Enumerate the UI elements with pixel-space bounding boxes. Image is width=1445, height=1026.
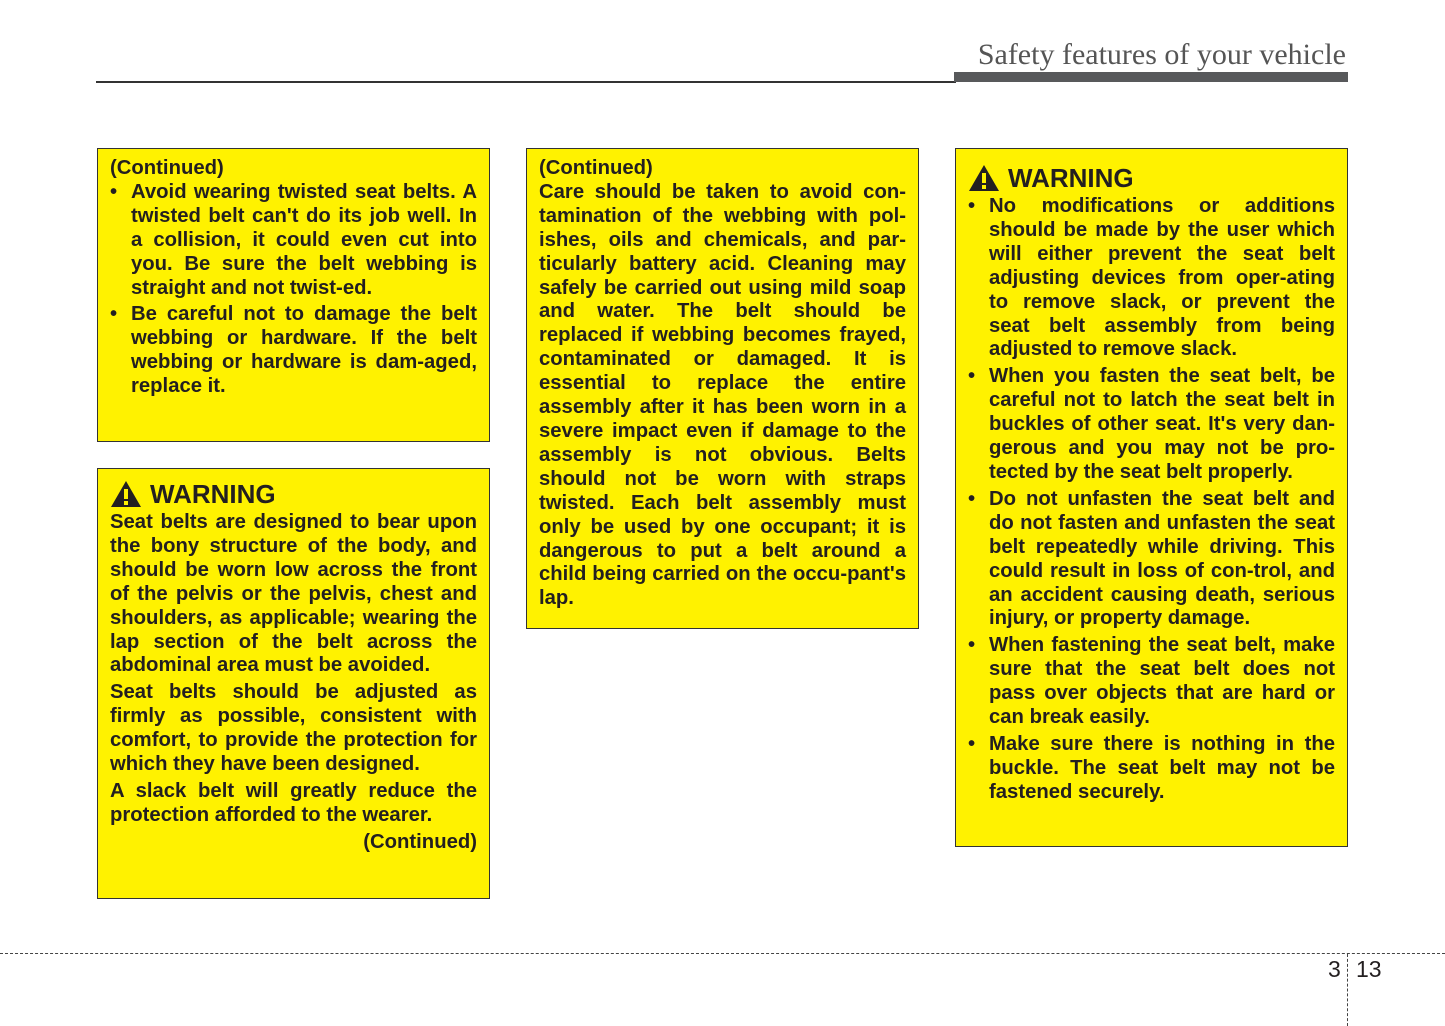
warning-heading	[968, 163, 1335, 193]
bullet-item: • Avoid wearing twisted seat belts. A twisted belt can't do its job well. In a collision, it could even cut into you. Be sure the belt webbing is straight and not twist-ed.	[110, 181, 477, 301]
caution-paragraph: Care should be taken to avoid con-tamination of the webbing with pol-ishes, oils and chemicals, and par-ticularly battery acid. Cleaning may safely be carried out using mild soap and water. The belt should be replaced if webbing becomes frayed, contaminated or damaged. It is essential to replace the entire assembly after it has been worn in a severe impact even if damage to the assembly is not obvious. Belts should not be worn with straps twisted. Each belt assembly must only be used by one occupant; it is dangerous to put a belt around a child being carried on the occu-pant's lap.	[539, 180, 906, 610]
continued-label: (Continued)	[539, 157, 653, 179]
footer-divider	[1347, 954, 1348, 1026]
header-bar	[954, 72, 1348, 82]
warning-triangle-icon	[110, 480, 142, 508]
bullet-item: • No modifications or additions should be made by the user which will either prevent the seat belt adjusting devices from oper-ating to remove slack, or prevent the seat belt assembly from being adjusted to remove slack.	[968, 195, 1335, 362]
header-title: Safety features of your vehicle	[977, 38, 1346, 71]
bullet-item: • Do not unfasten the seat belt and do not fasten and unfasten the seat belt repeatedly while driving. This could result in loss of con-trol, and an accident causing death, serious injury, or property damage.	[968, 488, 1335, 631]
warning-heading	[110, 479, 477, 509]
continued-label: (Continued)	[110, 157, 224, 179]
continued-label: (Continued)	[363, 830, 477, 853]
warning-title: WARNING	[1008, 163, 1134, 193]
warning-box-modifications	[955, 148, 1348, 847]
bullet-item: • Make sure there is nothing in the buckle. The seat belt may not be fastened securely.	[968, 733, 1335, 805]
warning-paragraph: Seat belts should be adjusted as firmly as possible, consistent with comfort, to provide the protection for which they have been designed.	[110, 681, 477, 776]
header-rule	[96, 81, 956, 83]
warning-paragraph: A slack belt will greatly reduce the protection afforded to the wearer.	[110, 779, 477, 826]
chapter-number: 3	[1328, 956, 1341, 982]
warning-box-seat-belt-design	[97, 468, 490, 899]
warning-triangle-icon	[968, 164, 1000, 192]
warning-title: WARNING	[150, 479, 276, 509]
page-number: 13	[1356, 956, 1382, 982]
footer-rule	[0, 953, 1445, 954]
bullet-item: • When you fasten the seat belt, be careful not to latch the seat belt in buckles of other seat. It's very dan-gerous and you may not be pro-tected by the seat belt properly.	[968, 365, 1335, 485]
caution-box-continued	[97, 148, 490, 442]
bullet-item: • When fastening the seat belt, make sure that the seat belt does not pass over objects that are hard or can break easily.	[968, 634, 1335, 730]
caution-box-webbing-care	[526, 148, 919, 629]
warning-paragraph: Seat belts are designed to bear upon the bony structure of the body, and should be worn low across the front of the pelvis or the pelvis, chest and shoulders, as applicable; wearing the lap section of the belt across the abdominal area must be avoided.	[110, 511, 477, 677]
bullet-item: • Be careful not to damage the belt webbing or hardware. If the belt webbing or hardware is dam-aged, replace it.	[110, 303, 477, 399]
